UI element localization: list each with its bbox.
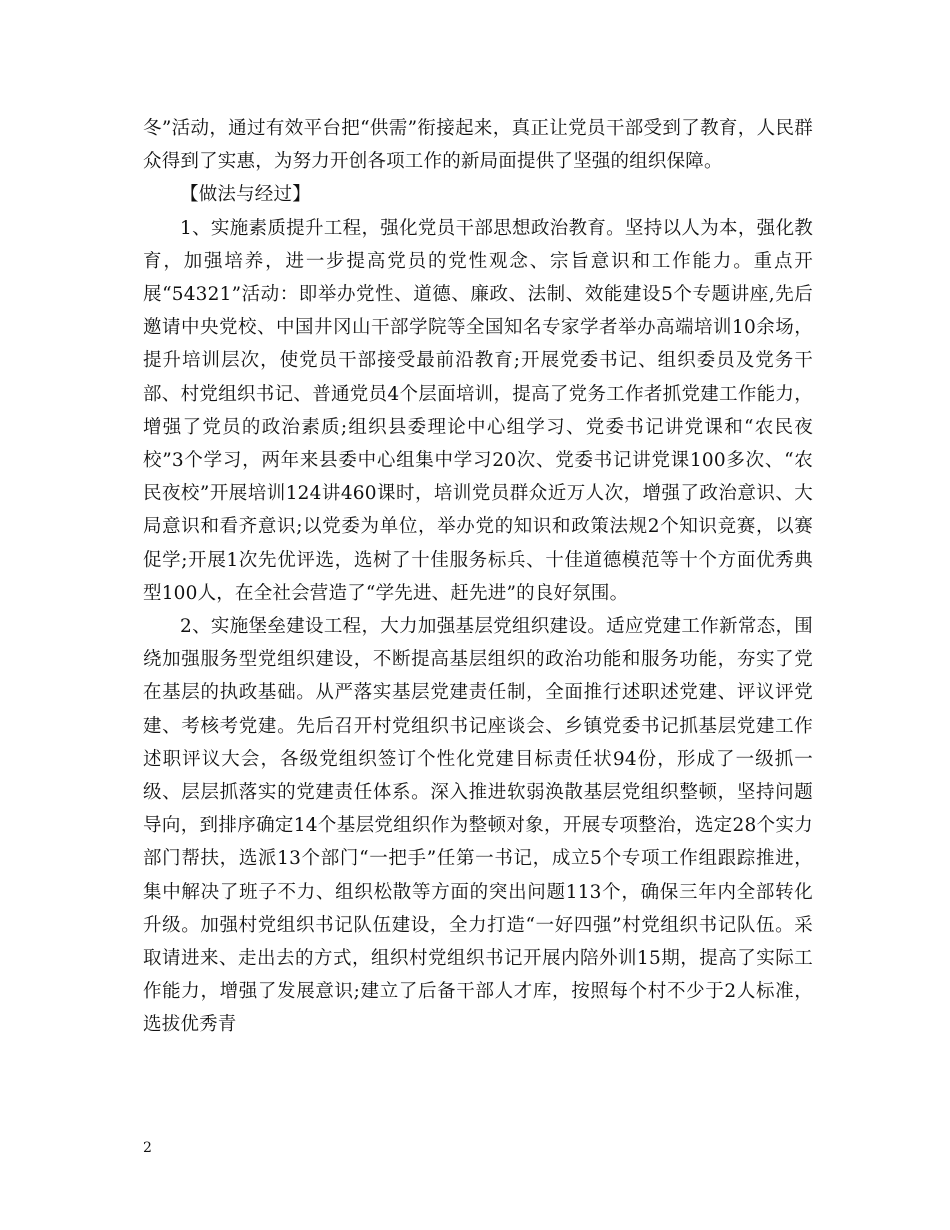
page-number: 2	[143, 1140, 152, 1156]
paragraph-continuation: 冬”活动，通过有效平台把“供需”衔接起来，真正让党员干部受到了教育，人民群众得到了实惠，为努力开创各项工作的新局面提供了坚强的组织保障。	[143, 118, 813, 173]
body-text	[143, 112, 813, 1042]
paragraph-2: 2、实施堡垒建设工程，大力加强基层党组织建设。适应党建工作新常态，围绕加强服务型党组织建设，不断提高基层组织的政治功能和服务功能，夯实了党在基层的执政基础。从严落实基层党建责任制，全面推行述职述党建、评议评党建、考核考党建。先后召开村党组织书记座谈会、乡镇党委书记抓基层党建工作述职评议大会，各级党组织签订个性化党建目标责任状94份，形成了一级抓一级、层层抓落实的党建责任体系。深入推进软弱涣散基层党组织整顿，坚持问题导向，到排序确定14个基层党组织作为整顿对象，开展专项整治，选定28个实力部门帮扶，选派13个部门“一把手”任第一书记，成立5个专项工作组跟踪推进，集中解决了班子不力、组织松散等方面的突出问题113个，确保三年内全部转化升级。加强村党组织书记队伍建设，全力打造“一好四强”村党组织书记队伍。采取请进来、走出去的方式，组织村党组织书记开展内陪外训15期，提高了实际工作能力，增强了发展意识;建立了后备干部人才库，按照每个村不少于2人标准，选拔优秀青	[143, 616, 813, 1036]
paragraph-1: 1、实施素质提升工程，强化党员干部思想政治教育。坚持以人为本，强化教育，加强培养，进一步提高党员的党性观念、宗旨意识和工作能力。重点开展“54321”活动：即举办党性、道德、廉政、法制、效能建设5个专题讲座,先后邀请中央党校、中国井冈山干部学院等全国知名专家学者举办高端培训10余场，提升培训层次，使党员干部接受最前沿教育;开展党委书记、组织委员及党务干部、村党组织书记、普通党员4个层面培训，提高了党务工作者抓党建工作能力，增强了党员的政治素质;组织县委理论中心组学习、党委书记讲党课和“农民夜校”3个学习，两年来县委中心组集中学习20次、党委书记讲党课100多次、“农民夜校”开展培训124讲460课时，培训党员群众近万人次，增强了政治意识、大局意识和看齐意识;以党委为单位，举办党的知识和政策法规2个知识竞赛，以赛促学;开展1次先优评选，选树了十佳服务标兵、十佳道德模范等十个方面优秀典型100人，在全社会营造了“学先进、赶先进”的良好氛围。	[143, 217, 813, 604]
section-heading: 【做法与经过】	[180, 184, 311, 206]
